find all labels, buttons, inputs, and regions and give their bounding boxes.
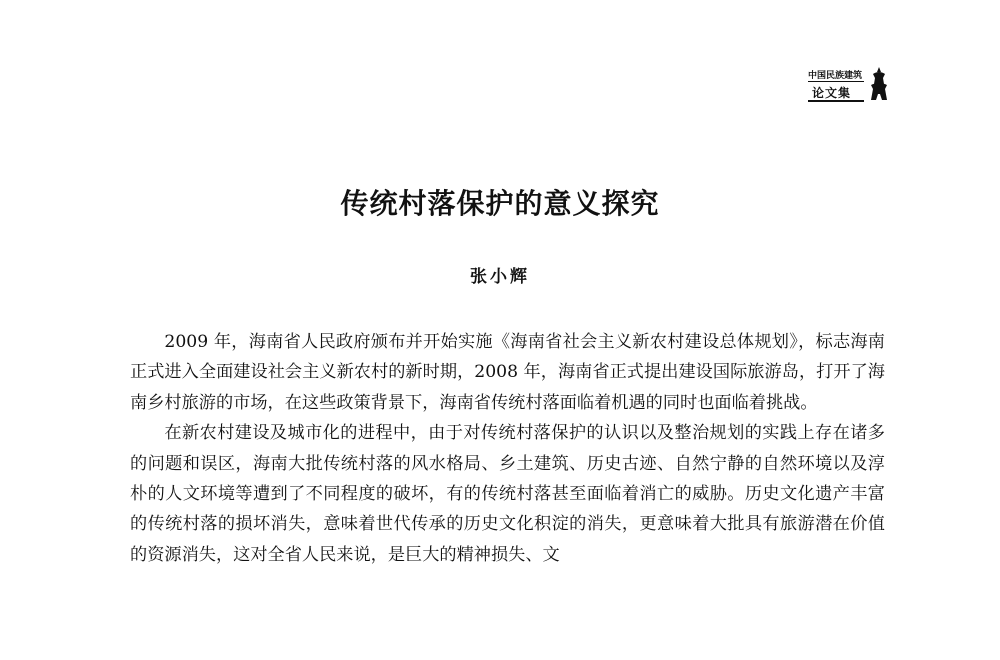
article-author: 张小辉 — [470, 267, 530, 287]
article-body — [130, 327, 885, 570]
logo-underline — [808, 100, 864, 102]
pagoda-emblem-icon — [868, 66, 890, 102]
logo-divider — [808, 81, 864, 82]
paragraph: 2009 年，海南省人民政府颁布并开始实施《海南省社会主义新农村建设总体规划》，标志海南正式进入全面建设社会主义新农村的新时期，2008 年，海南省正式提出建设国际旅游岛，打开了海南乡村旅游的市场，在这些政策背景下，海南省传统村落面临着机遇的同时也面临着挑战。 — [130, 332, 885, 413]
series-subtitle: 论文集 — [812, 86, 852, 100]
paragraph: 在新农村建设及城市化的进程中，由于对传统村落保护的认识以及整治规划的实践上存在诸多的问题和误区，海南大批传统村落的风水格局、乡土建筑、历史古迹、自然宁静的自然环境以及淳朴的人文环境等遭到了不同程度的破坏，有的传统村落甚至面临着消亡的威胁。历史文化遗产丰富的传统村落的损坏消失，意味着世代传承的历史文化积淀的消失，更意味着大批具有旅游潜在价值的资源消失，这对全省人民来说，是巨大的精神损失、文 — [130, 423, 885, 565]
series-logo — [806, 64, 888, 104]
article-title: 传统村落保护的意义探究 — [340, 187, 660, 220]
series-name: 中国民族建筑 — [808, 71, 863, 81]
